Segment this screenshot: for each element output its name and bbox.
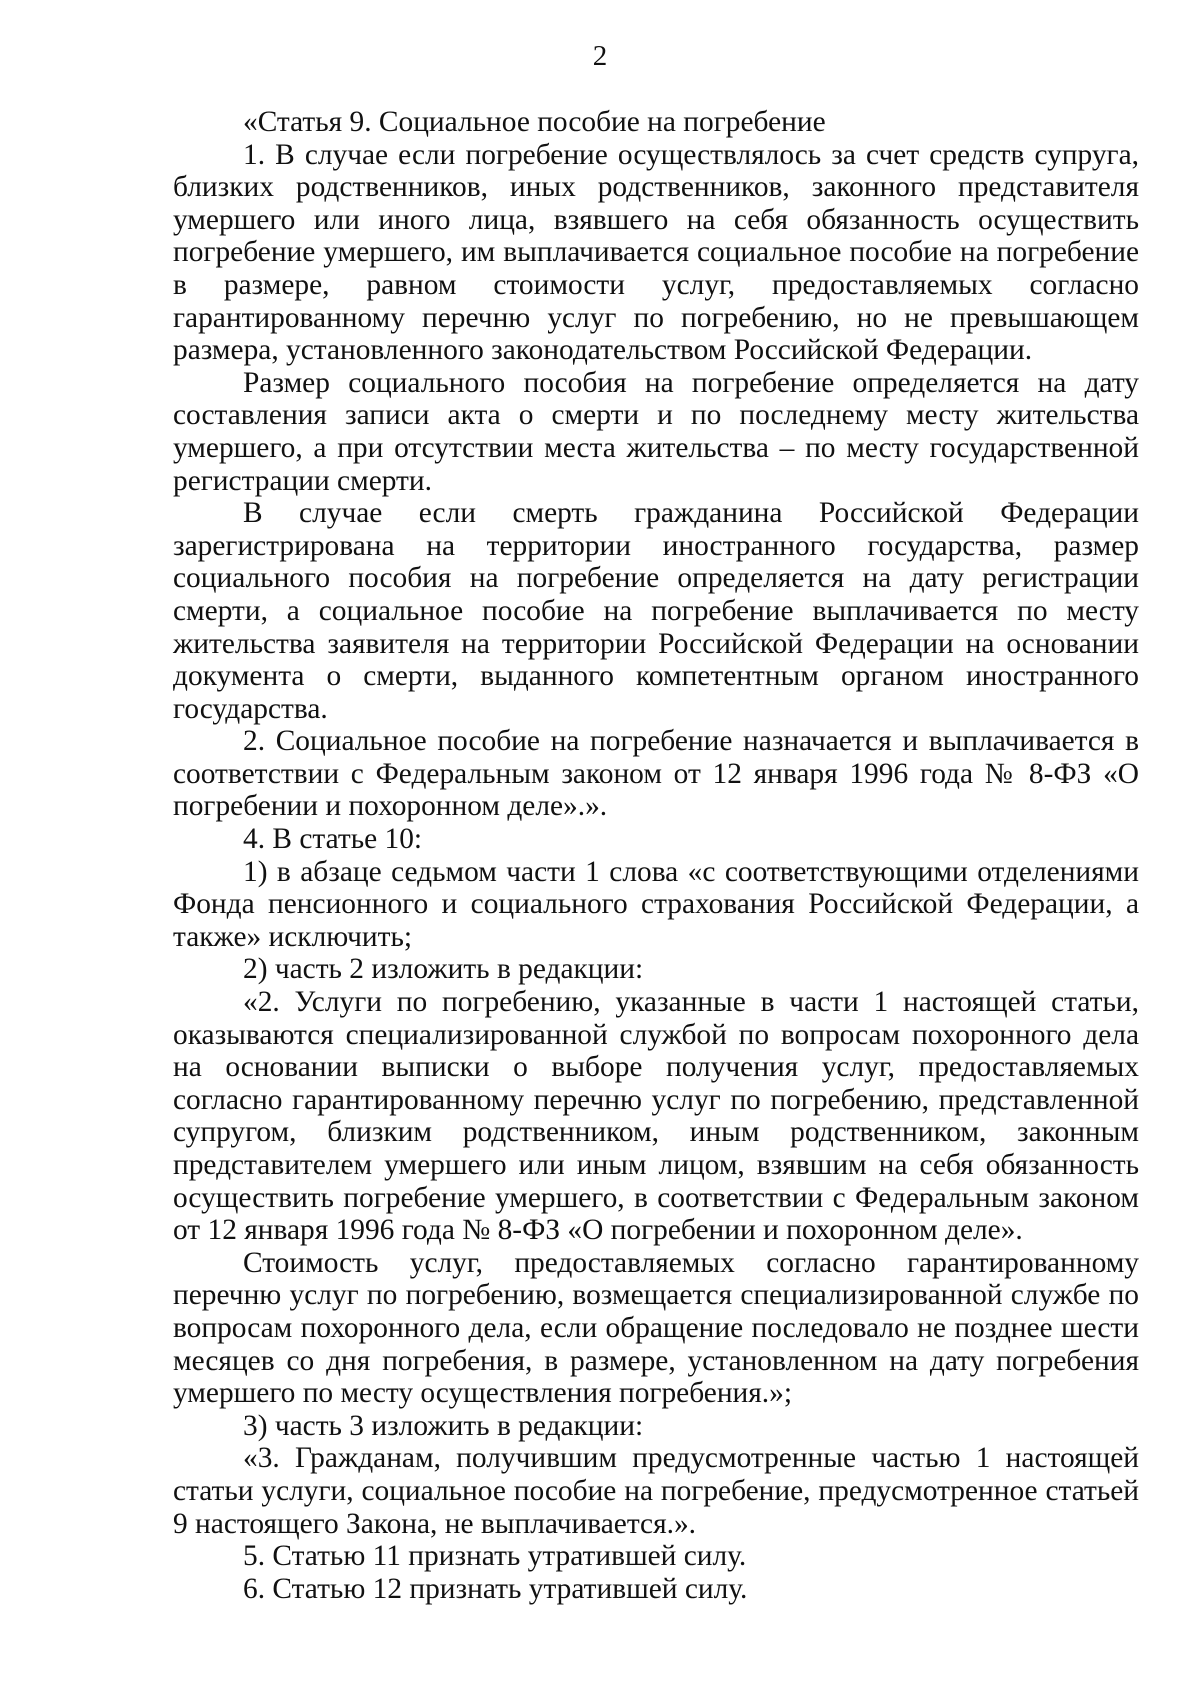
paragraph: 3) часть 3 изложить в редакции: xyxy=(243,1409,644,1442)
page-number: 2 xyxy=(592,40,608,72)
paragraph: 1) в абзаце седьмом части 1 слова «с соответствующими отделениями Фонда пенсионного и социального страхования Российской Федерации, а также» исключить; xyxy=(173,855,1139,953)
paragraph: 2. Социальное пособие на погребение назначается и выплачивается в соответствии с Федеральным законом от 12 января 1996 года № 8-ФЗ «О погребении и похоронном деле».». xyxy=(173,725,1139,823)
paragraph: Стоимость услуг, предоставляемых согласно гарантированному перечню услуг по погребению, возмещается специализированной службе по вопросам похоронного дела, если обращение последовало не позднее шести месяцев со дня погребения, в размере, установленном на дату погребения умершего по месту осуществления погребения.»; xyxy=(173,1246,1139,1410)
paragraph: 1. В случае если погребение осуществлялось за счет средств супруга, близких родственников, иных родственников, законного представителя умершего или иного лица, взявшего на себя обязанность осуществить погребение умершего, им выплачивается социальное пособие на погребение в размере, равном стоимости услуг, предоставляемых согласно гарантированному перечню услуг по погребению, но не превышающем размера, установленного законодательством Российской Федерации. xyxy=(173,138,1139,367)
paragraph: «3. Гражданам, получившим предусмотренные частью 1 настоящей статьи услуги, социальное пособие на погребение, предусмотренное статьей 9 настоящего Закона, не выплачивается.». xyxy=(173,1442,1139,1540)
paragraph: 5. Статью 11 признать утратившей силу. xyxy=(243,1540,747,1573)
article-heading: «Статья 9. Социальное пособие на погребение xyxy=(243,106,826,138)
paragraph: 6. Статью 12 признать утратившей силу. xyxy=(243,1572,748,1605)
paragraph: В случае если смерть гражданина Российской Федерации зарегистрирована на территории иностранного государства, размер социального пособия на погребение определяется на дату регистрации смерти, а социальное пособие на погребение выплачивается по месту жительства заявителя на территории Российской Федерации на основании документа о смерти, выданного компетентным органом иностранного государства. xyxy=(173,497,1139,725)
document-body xyxy=(173,106,1139,1605)
paragraph: 2) часть 2 изложить в редакции: xyxy=(243,953,644,986)
paragraph: 4. В статье 10: xyxy=(243,823,423,856)
paragraph: Размер социального пособия на погребение определяется на дату составления записи акта о смерти и по последнему месту жительства умершего, а при отсутствии места жительства – по месту государственной регистрации смерти. xyxy=(173,366,1139,497)
paragraph: «2. Услуги по погребению, указанные в части 1 настоящей статьи, оказываются специализированной службой по вопросам похоронного дела на основании выписки о выборе получения услуг, предоставляемых согласно гарантированному перечню услуг по погребению, представленной супругом, близким родственником, иным родственником, законным представителем умершего или иным лицом, взявшим на себя обязанность осуществить погребение умершего, в соответствии с Федеральным законом от 12 января 1996 года № 8-ФЗ «О погребении и похоронном деле». xyxy=(173,986,1139,1247)
